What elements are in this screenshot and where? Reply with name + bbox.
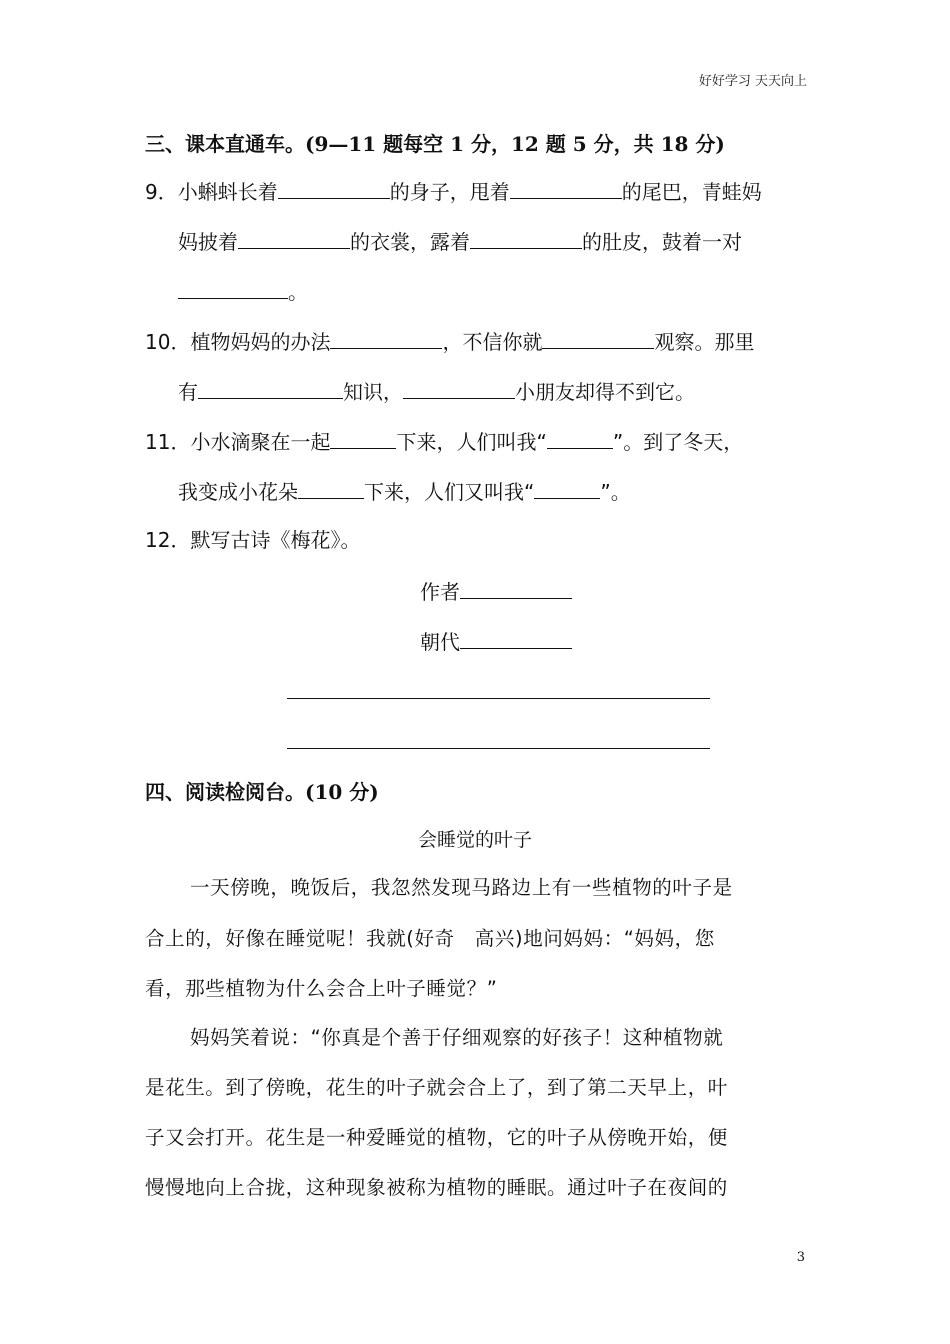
question-9-line-1 — [145, 176, 762, 206]
paragraph-line: 慢慢地向上合拢，这种现象被称为植物的睡眠。通过叶子在夜间的 — [145, 1176, 728, 1199]
question-text: 小蝌蚪长着 — [177, 180, 278, 204]
question-text: 小朋友却得不到它。 — [515, 380, 695, 404]
question-text: 小水滴聚在一起 — [190, 430, 331, 454]
answer-blank[interactable] — [534, 476, 600, 499]
question-text: 植物妈妈的办法 — [190, 330, 331, 354]
answer-blank[interactable] — [278, 176, 390, 199]
answer-blank[interactable] — [330, 426, 396, 449]
question-text: 默写古诗《梅花》。 — [190, 528, 361, 552]
question-10-line-2 — [178, 376, 695, 406]
paragraph-line: 子又会打开。花生是一种爱睡觉的植物，它的叶子从傍晚开始，便 — [145, 1126, 728, 1149]
answer-blank[interactable] — [542, 326, 654, 349]
answer-blank[interactable] — [178, 276, 288, 299]
question-text: 的身子，甩着 — [389, 180, 510, 204]
question-text: 下来，人们又叫我“ — [364, 480, 535, 504]
story-title: 会睡觉的叶子 — [417, 829, 532, 851]
question-text: 的尾巴，青蛙妈 — [621, 180, 762, 204]
question-text: 。 — [288, 280, 308, 304]
answer-blank[interactable] — [510, 176, 622, 199]
author-label: 作者 — [420, 580, 460, 604]
answer-blank[interactable] — [470, 226, 582, 249]
author-blank[interactable] — [460, 576, 572, 599]
question-number: 11． — [145, 430, 191, 454]
paragraph-line: 看，那些植物为什么会合上叶子睡觉？” — [145, 977, 498, 1000]
question-text: ”。到了冬天， — [612, 430, 744, 454]
section-4-title: 四、阅读检阅台。(10 分) — [145, 780, 379, 804]
header-motto: 好好学习 天天向上 — [698, 74, 807, 89]
dynasty-label: 朝代 — [420, 630, 460, 654]
question-number: 12． — [145, 528, 191, 552]
question-text: ，不信你就 — [442, 330, 543, 354]
poem-author-row — [420, 576, 572, 606]
question-text: 观察。那里 — [654, 330, 755, 354]
question-9-line-3 — [178, 276, 308, 306]
answer-blank[interactable] — [547, 426, 613, 449]
question-text: 有 — [178, 380, 198, 404]
answer-blank[interactable] — [330, 326, 442, 349]
answer-blank[interactable] — [238, 226, 350, 249]
poem-dynasty-row — [420, 626, 572, 656]
question-text: 的肚皮，鼓着一对 — [582, 230, 742, 254]
question-9-line-2 — [178, 226, 742, 256]
poem-line-blank[interactable] — [287, 698, 710, 699]
question-number: 10． — [145, 330, 191, 354]
question-text: 我变成小花朵 — [178, 480, 298, 504]
paragraph-line: 合上的，好像在睡觉呢！我就(好奇 高兴)地问妈妈：“妈妈，您 — [145, 927, 715, 950]
question-text: 知识， — [343, 380, 403, 404]
section-3-title: 三、课本直通车。(9—11 题每空 1 分，12 题 5 分，共 18 分) — [145, 132, 725, 156]
dynasty-blank[interactable] — [460, 626, 572, 649]
answer-blank[interactable] — [198, 376, 343, 399]
answer-blank[interactable] — [298, 476, 364, 499]
page-number: 3 — [796, 1250, 805, 1265]
question-12 — [145, 526, 360, 554]
question-text: 下来，人们叫我“ — [396, 430, 547, 454]
paragraph-line: 是花生。到了傍晚，花生的叶子就会合上了，到了第二天早上，叶 — [145, 1076, 728, 1099]
question-text: 的衣裳，露着 — [350, 230, 470, 254]
question-11-line-1 — [145, 426, 743, 456]
paragraph-line: 一天傍晚，晚饭后，我忽然发现马路边上有一些植物的叶子是 — [190, 876, 733, 899]
answer-blank[interactable] — [403, 376, 515, 399]
question-text: ”。 — [600, 480, 631, 504]
question-10-line-1 — [145, 326, 754, 356]
question-11-line-2 — [178, 476, 631, 506]
poem-line-blank[interactable] — [287, 748, 710, 749]
question-number: 9． — [145, 180, 178, 204]
question-text: 妈披着 — [178, 230, 238, 254]
paragraph-line: 妈妈笑着说：“你真是个善于仔细观察的好孩子！这种植物就 — [190, 1026, 724, 1049]
